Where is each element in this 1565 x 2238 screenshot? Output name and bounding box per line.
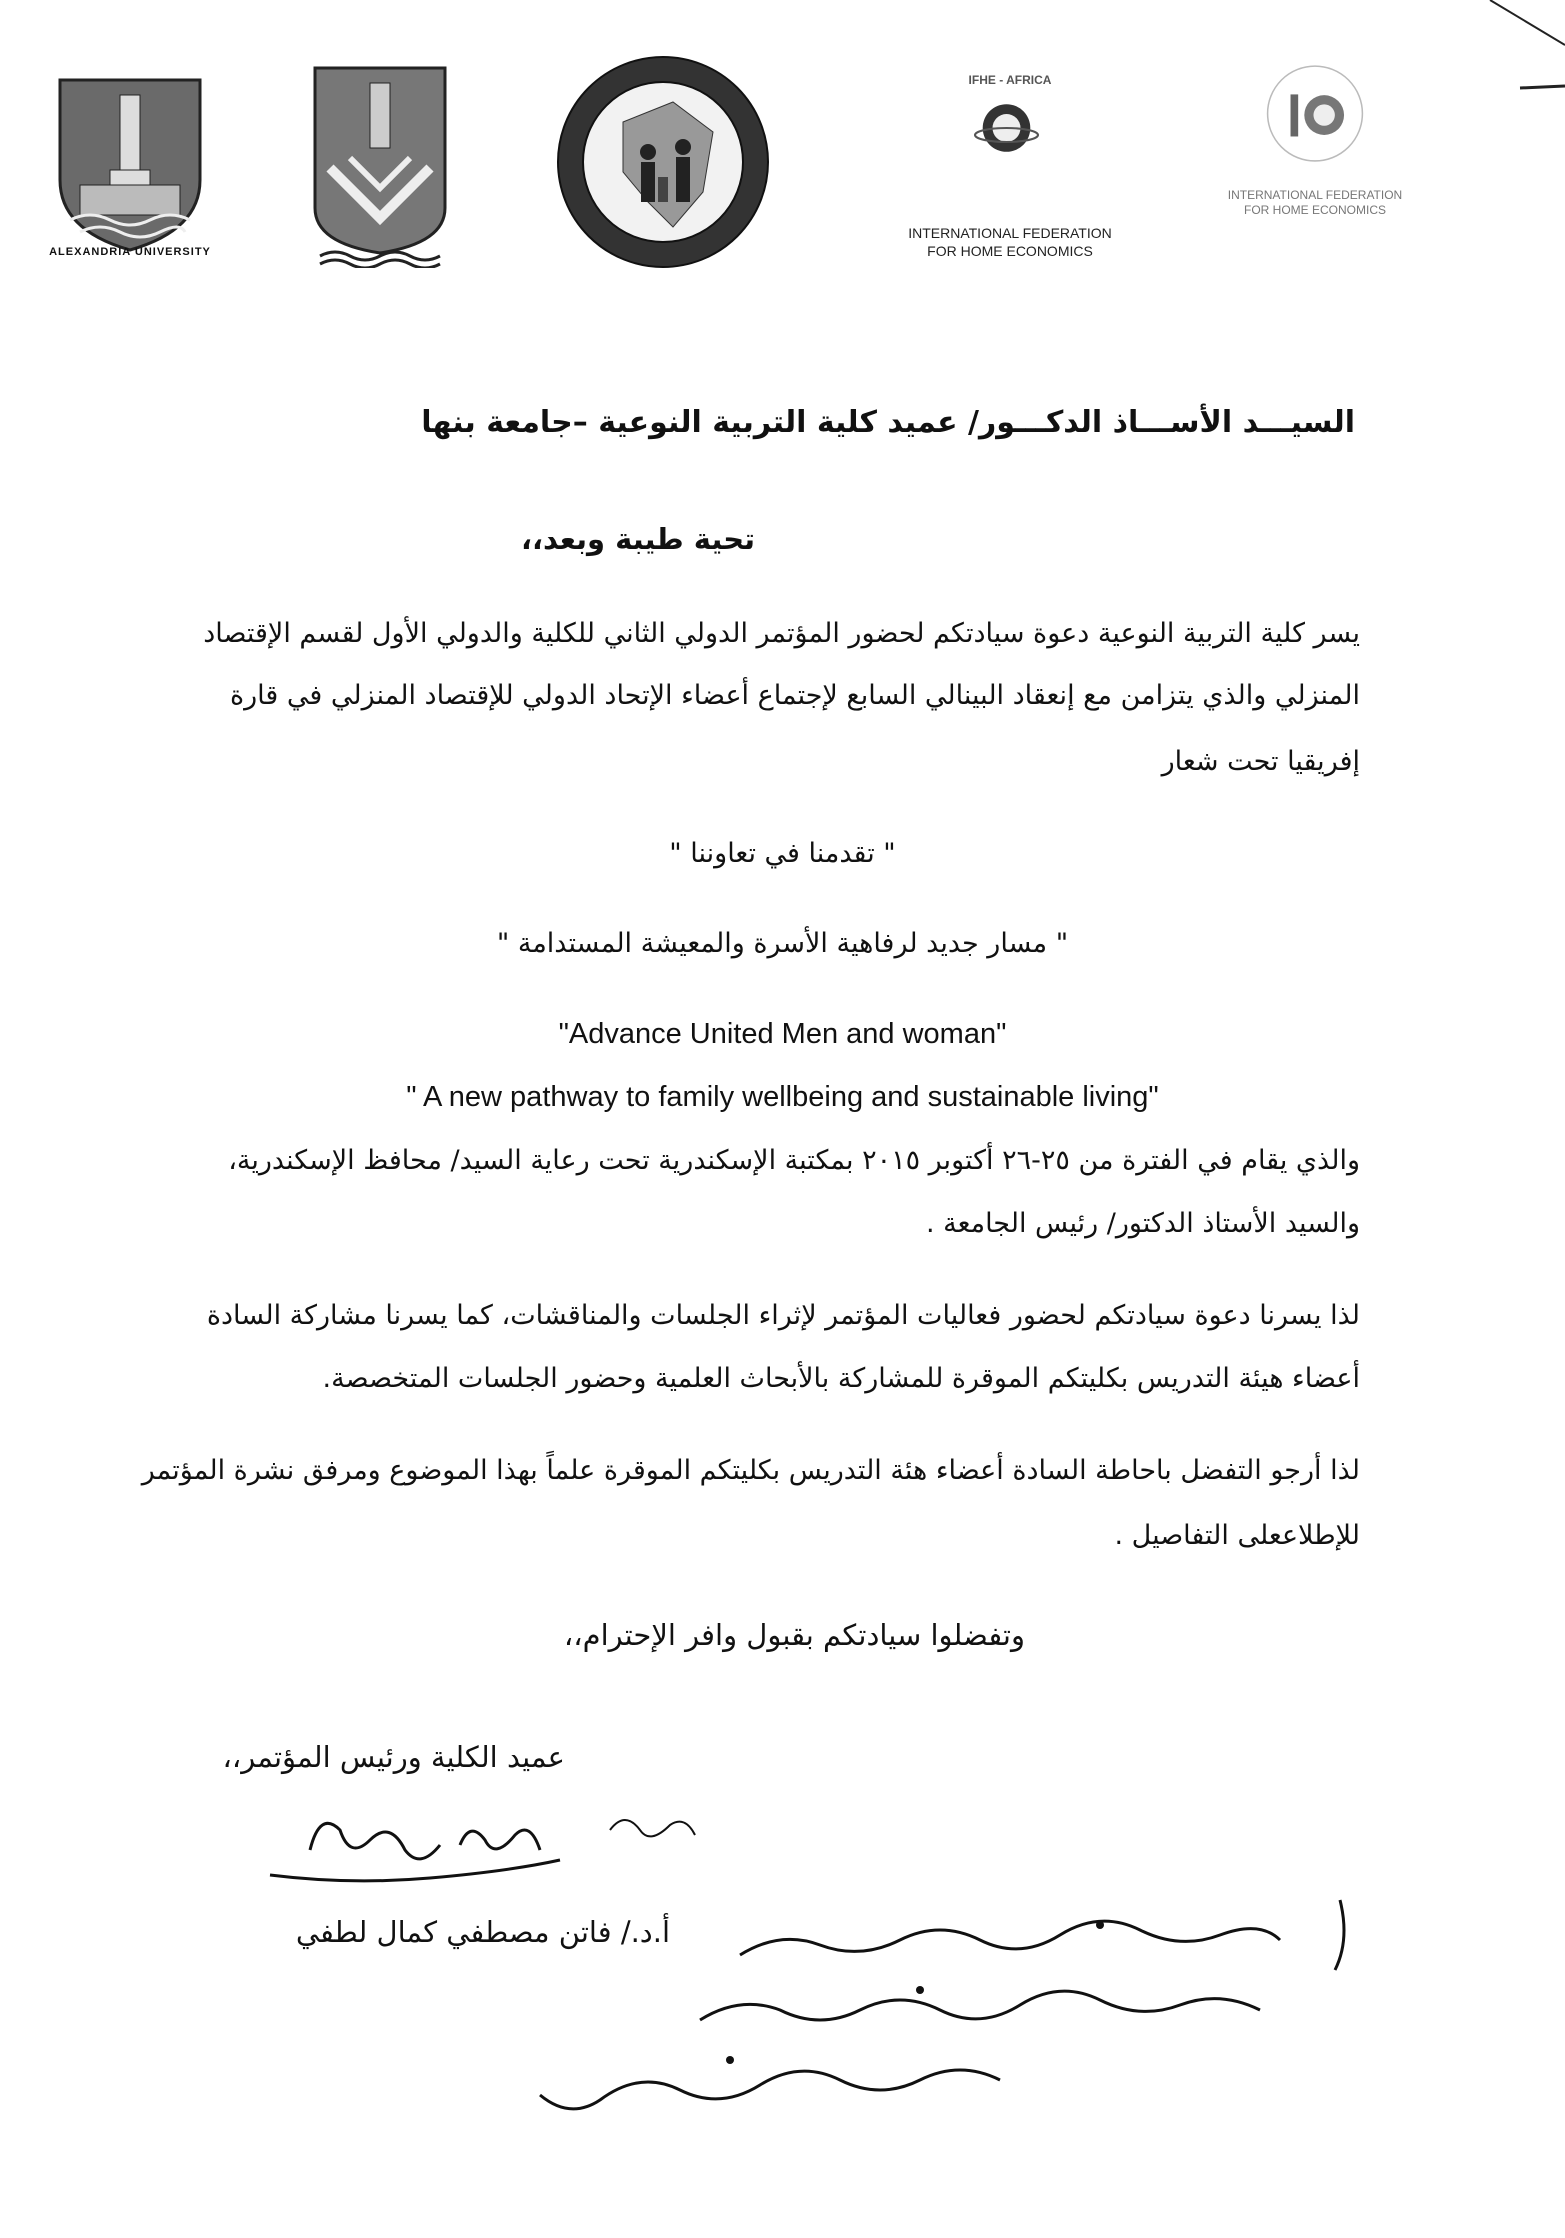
- scan-corner-mark: [1480, 0, 1565, 110]
- closing: وتفضلوا سيادتكم بقبول وافر الإحترام،،: [563, 1618, 1025, 1652]
- ifhe-africa-line1: INTERNATIONAL FEDERATION: [908, 225, 1112, 241]
- greeting: تحية طيبة وبعد،،: [520, 522, 755, 556]
- paragraph-4-line-2: للإطلاععلى التفاصيل .: [1114, 1520, 1360, 1551]
- slogan-arabic-1: " تقدمنا في تعاوننا ": [669, 838, 896, 869]
- alexandria-university-logo: [40, 60, 220, 260]
- ifhe-africa-line2: FOR HOME ECONOMICS: [927, 243, 1093, 259]
- ifhe-africa-logo: [895, 65, 1125, 265]
- paragraph-1-line-1: يسر كلية التربية النوعية دعوة سيادتكم لحضور المؤتمر الدولي الثاني للكلية والدولي الأول لقسم الإقتصاد: [203, 618, 1360, 649]
- paragraph-3-line-2: أعضاء هيئة التدريس بكليتكم الموقرة للمشاركة بالأبحاث العلمية وحضور الجلسات المتخصصة.: [322, 1363, 1360, 1394]
- slogan-arabic-2: " مسار جديد لرفاهية الأسرة والمعيشة المستدامة ": [496, 928, 1069, 959]
- ifhe-logo: [1215, 60, 1415, 230]
- ifhe-africa-top-text: IFHE - AFRICA: [968, 73, 1052, 87]
- paragraph-1-line-2: المنزلي والذي يتزامن مع إنعقاد البينالي السابع لإجتماع أعضاء الإتحاد الدولي للإقتصاد المنزلي في قارة: [229, 680, 1360, 711]
- paragraph-2-line-1: والذي يقام في الفترة من ٢٥-٢٦ أكتوبر ٢٠١٥ بمكتبة الإسكندرية تحت رعاية السيد/ محافظ الإسكندرية،: [228, 1145, 1360, 1176]
- paragraph-2-line-2: والسيد الأستاذ الدكتور/ رئيس الجامعة .: [925, 1208, 1360, 1239]
- paragraph-1-line-3: إفريقيا تحت شعار: [1161, 746, 1360, 777]
- ifhe-line2: FOR HOME ECONOMICS: [1243, 203, 1386, 217]
- addressee: السيـــد الأســـاذ الدكـــور/ عميد كلية التربية النوعية –جامعة بنها: [421, 405, 1355, 440]
- conference-ring-logo: [553, 52, 773, 272]
- paragraph-3-line-1: لذا يسرنا دعوة سيادتكم لحضور فعاليات المؤتمر لإثراء الجلسات والمناقشات، كما يسرنا مشاركة السادة: [206, 1300, 1360, 1331]
- ifhe-line1: INTERNATIONAL FEDERATION: [1227, 188, 1403, 202]
- signer-title: عميد الكلية ورئيس المؤتمر،،: [222, 1740, 565, 1774]
- slogan-english-1: "Advance United Men and woman": [558, 1018, 1007, 1050]
- handwritten-note: [400, 1880, 1400, 2140]
- faculty-logo: [305, 58, 455, 268]
- slogan-english-2: " A new pathway to family wellbeing and sustainable living": [406, 1081, 1159, 1113]
- signer-name: أ.د./ فاتن مصطفي كمال لطفي: [295, 1915, 670, 1949]
- paragraph-4-line-1: لذا أرجو التفضل باحاطة السادة أعضاء هئة التدريس بكليتكم الموقرة علماً بهذا الموضوع ومرفق نشرة المؤتمر: [141, 1455, 1360, 1486]
- alexandria-university-text: ALEXANDRIA UNIVERSITY: [49, 246, 211, 258]
